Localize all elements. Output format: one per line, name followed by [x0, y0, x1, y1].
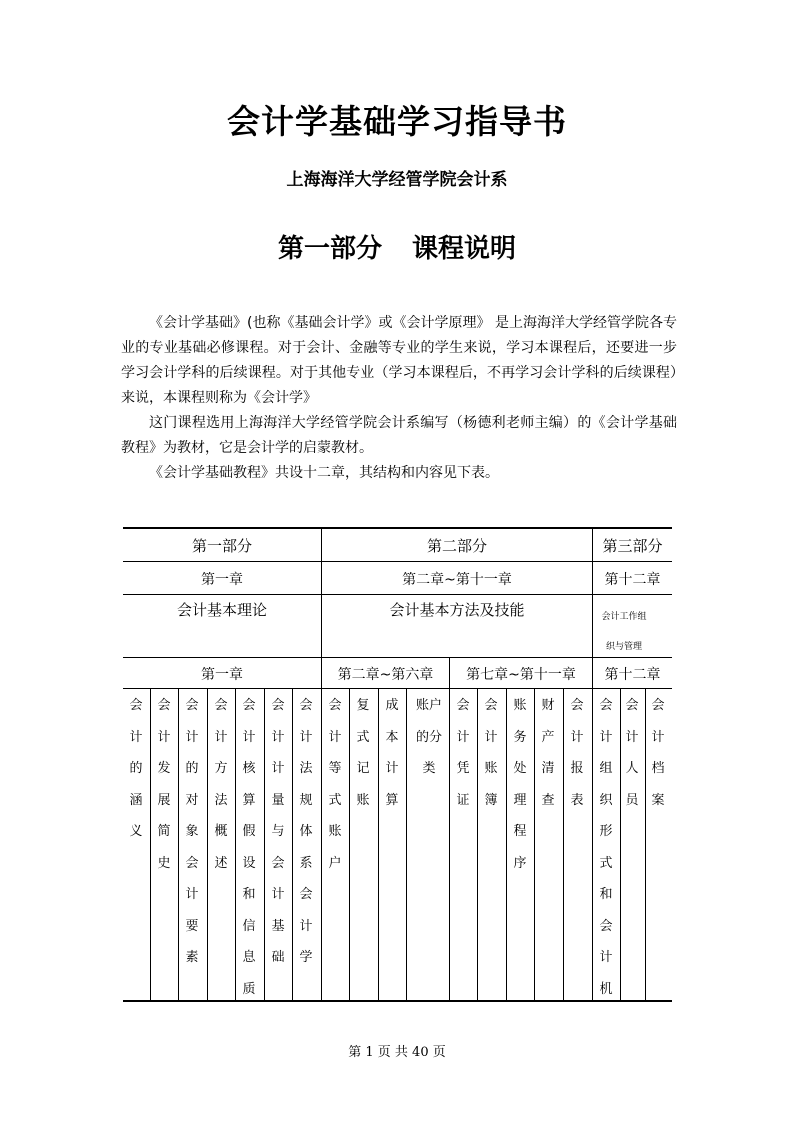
table-divider	[406, 688, 407, 1000]
topic-cell: 会计凭证	[456, 698, 470, 808]
topic-cell: 会计发展简史	[157, 698, 171, 871]
table-divider	[150, 688, 151, 1000]
topic-cell: 账户的分类	[415, 698, 442, 776]
table-divider	[207, 688, 208, 1000]
table-divider	[292, 688, 293, 1000]
topic-cell: 账务处理程序	[513, 698, 527, 871]
paragraph: 《会计学基础教程》共设十二章，其结构和内容见下表。	[149, 465, 499, 481]
topic-cell: 会计核算假设和信息质	[242, 698, 256, 997]
topic-cell: 会计账簿	[484, 698, 498, 808]
table-divider	[264, 688, 265, 1000]
table-divider	[592, 688, 593, 1000]
subgroup-cell: 第十二章	[604, 667, 661, 683]
table-divider	[378, 688, 379, 1000]
table-divider	[563, 688, 564, 1000]
table-divider	[449, 688, 450, 1000]
table-divider	[645, 688, 646, 1000]
subgroup-cell: 第一章	[201, 667, 243, 683]
part-cell: 第三部分	[602, 537, 663, 555]
subgroup-cell: 第二章~第六章	[337, 667, 434, 683]
content-cell: 会计基本方法及技能	[389, 601, 525, 619]
chapter-cell: 第二章~第十一章	[402, 572, 512, 588]
section-name: 课程说明	[412, 234, 517, 264]
chapter-cell: 第十二章	[604, 572, 661, 588]
table-rule	[123, 688, 672, 689]
paragraph: 这门课程选用上海海洋大学经管学院会计系编写（杨德利老师主编）的《会计学基础教程》为教材，它是会计学的启蒙教材。	[121, 415, 677, 456]
section-part: 第一部分	[277, 234, 382, 264]
topic-cell: 成本计算	[385, 698, 399, 808]
part-cell: 第二部分	[426, 537, 487, 555]
table-rule	[123, 1000, 672, 1002]
topic-cell: 会计的对象会计要素	[185, 698, 199, 965]
topic-cell: 会计等式账户	[328, 698, 342, 871]
table-divider	[178, 688, 179, 1000]
table-divider	[349, 688, 350, 1000]
table-divider	[534, 688, 535, 1000]
table-divider	[235, 688, 236, 1000]
subgroup-cell: 第七章~第十一章	[466, 667, 576, 683]
table-divider	[506, 688, 507, 1000]
document-title: 会计学基础学习指导书	[227, 102, 567, 141]
table-rule	[123, 561, 672, 562]
topic-cell: 会计组织形式和会计机	[599, 698, 613, 997]
section-heading	[0, 228, 794, 265]
body-text	[121, 311, 677, 486]
table-divider	[477, 688, 478, 1000]
content-cell: 会计基本理论	[176, 601, 267, 619]
topic-cell: 会计计量与会计基础	[271, 698, 285, 965]
topic-cell: 财产清查	[541, 698, 555, 808]
topic-cell: 复式记账	[356, 698, 370, 808]
table-rule	[123, 594, 672, 595]
paragraph: 《会计学基础》(也称《基础会计学》或《会计学原理》 是上海海洋大学经管学院各专业的专业基础必修课程。对于会计、金融等专业的学生来说，学习本课程后，还要进一步学习会计学科的后续课程。对于其他专业（学习本课程后，不再学习会计学科的后续课程）来说，本课程则称为《会计学》	[121, 315, 677, 406]
topic-cell: 会计人员	[625, 698, 639, 808]
topic-cell: 会计报表	[570, 698, 584, 808]
page-footer: 第 1 页 共 40 页	[348, 1045, 446, 1060]
topic-cell: 会计档案	[651, 698, 665, 808]
department-subtitle: 上海海洋大学经管学院会计系	[286, 170, 508, 190]
chapter-cell: 第一章	[201, 572, 243, 588]
topic-cell: 会计方法概述	[214, 698, 228, 871]
table-rule	[123, 657, 672, 658]
topic-cell: 会计法规体系会计学	[299, 698, 313, 965]
table-divider	[321, 688, 322, 1000]
part-cell: 第一部分	[191, 537, 252, 555]
content-cell: 会计工作组织与管理	[601, 612, 647, 652]
table-rule	[123, 527, 672, 529]
topic-cell: 会计的涵义	[129, 698, 143, 839]
